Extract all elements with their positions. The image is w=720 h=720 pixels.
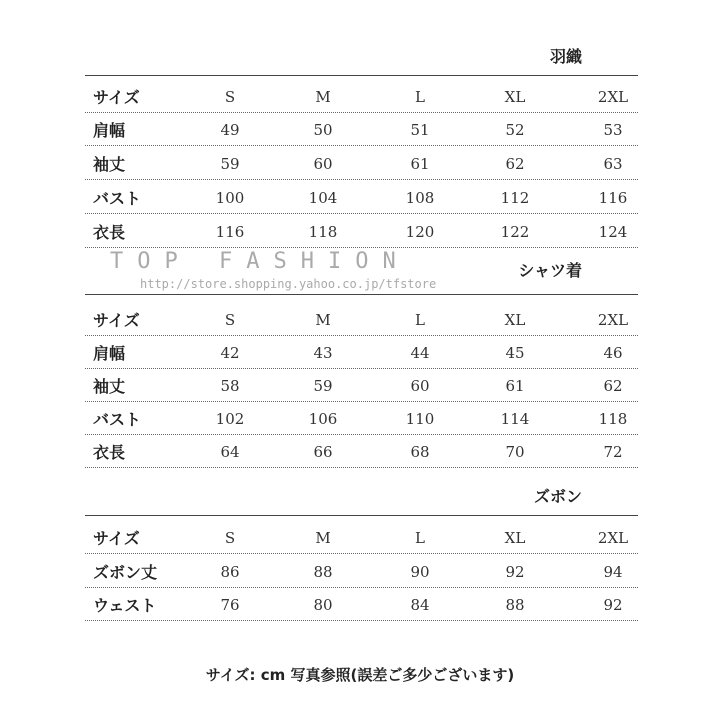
cell-value: 68 (410, 443, 430, 461)
table-row (85, 435, 638, 468)
table-row (85, 555, 638, 588)
row-label: 肩幅 (93, 121, 126, 140)
cell-value: S (224, 88, 236, 106)
cell-value: S (224, 311, 236, 329)
cell-value: 63 (603, 155, 623, 173)
cell-value: 92 (505, 563, 525, 581)
cell-value: 53 (603, 121, 623, 139)
cell-value: 50 (313, 121, 333, 139)
cell-value: 80 (313, 596, 333, 614)
cell-value: S (224, 529, 236, 547)
cell-value: 118 (308, 223, 338, 241)
cell-value: 112 (500, 189, 530, 207)
cell-value: 62 (505, 155, 525, 173)
cell-value: L (415, 88, 425, 106)
haori-table-title: 羽織 (549, 47, 582, 66)
table-row (85, 369, 638, 402)
cell-value: 60 (313, 155, 333, 173)
cell-value: 76 (220, 596, 240, 614)
cell-value: 60 (410, 377, 430, 395)
cell-value: 66 (313, 443, 333, 461)
divider (85, 515, 638, 516)
cell-value: 59 (313, 377, 333, 395)
cell-value: 49 (220, 121, 240, 139)
row-label: 袖丈 (93, 377, 126, 396)
cell-value: 108 (405, 189, 435, 207)
row-label: サイズ (93, 529, 140, 548)
cell-value: 116 (215, 223, 245, 241)
cell-value: L (415, 311, 425, 329)
cell-value: 61 (410, 155, 430, 173)
cell-value: 70 (505, 443, 525, 461)
cell-value: 114 (500, 410, 530, 428)
cell-value: 94 (603, 563, 623, 581)
cell-value: M (315, 88, 331, 106)
cell-value: 44 (410, 344, 430, 362)
row-label: 袖丈 (93, 155, 126, 174)
cell-value: 122 (500, 223, 530, 241)
row-label: サイズ (93, 88, 140, 107)
cell-value: 2XL (597, 311, 629, 329)
cell-value: 106 (308, 410, 338, 428)
cell-value: 2XL (597, 529, 629, 547)
row-label: バスト (93, 189, 142, 208)
table-header-row (85, 521, 638, 554)
cell-value: 2XL (597, 88, 629, 106)
cell-value: 52 (505, 121, 525, 139)
cell-value: XL (504, 88, 526, 106)
cell-value: M (315, 311, 331, 329)
cell-value: 64 (220, 443, 240, 461)
table-row (85, 215, 638, 248)
cell-value: 100 (215, 189, 245, 207)
cell-value: L (415, 529, 425, 547)
watermark-brand: TOP FASHION (110, 249, 410, 274)
table-header-row (85, 303, 638, 336)
divider (85, 75, 638, 76)
cell-value: 42 (220, 344, 240, 362)
footer-note: サイズ: cm 写真参照(誤差ご多少ございます) (205, 666, 515, 684)
cell-value: 102 (215, 410, 245, 428)
cell-value: 88 (313, 563, 333, 581)
divider (85, 294, 638, 295)
row-label: ウェスト (93, 596, 157, 615)
watermark-url: http://store.shopping.yahoo.co.jp/tfstore (140, 277, 437, 291)
cell-value: 59 (220, 155, 240, 173)
table-row (85, 402, 638, 435)
row-label: サイズ (93, 311, 140, 330)
cell-value: 124 (598, 223, 628, 241)
cell-value: 120 (405, 223, 435, 241)
table-header-row (85, 80, 638, 113)
cell-value: XL (504, 529, 526, 547)
cell-value: 118 (598, 410, 628, 428)
table-row (85, 588, 638, 621)
table-row (85, 336, 638, 369)
row-label: 衣長 (93, 223, 126, 242)
row-label: 衣長 (93, 443, 126, 462)
cell-value: 45 (505, 344, 525, 362)
table-row (85, 113, 638, 146)
cell-value: 116 (598, 189, 628, 207)
cell-value: 72 (603, 443, 623, 461)
cell-value: 62 (603, 377, 623, 395)
cell-value: 46 (603, 344, 623, 362)
cell-value: 61 (505, 377, 525, 395)
cell-value: 86 (220, 563, 240, 581)
table-row (85, 181, 638, 214)
cell-value: 51 (410, 121, 430, 139)
row-label: バスト (93, 410, 142, 429)
table-row (85, 147, 638, 180)
cell-value: 58 (220, 377, 240, 395)
cell-value: 43 (313, 344, 333, 362)
cell-value: 104 (308, 189, 338, 207)
cell-value: 90 (410, 563, 430, 581)
shirt-table-title: シャツ着 (518, 261, 582, 280)
cell-value: 84 (410, 596, 430, 614)
cell-value: 92 (603, 596, 623, 614)
cell-value: XL (504, 311, 526, 329)
cell-value: M (315, 529, 331, 547)
row-label: ズボン丈 (93, 563, 158, 582)
pants-table-title: ズボン (533, 487, 582, 506)
cell-value: 88 (505, 596, 525, 614)
row-label: 肩幅 (93, 344, 126, 363)
cell-value: 110 (405, 410, 435, 428)
